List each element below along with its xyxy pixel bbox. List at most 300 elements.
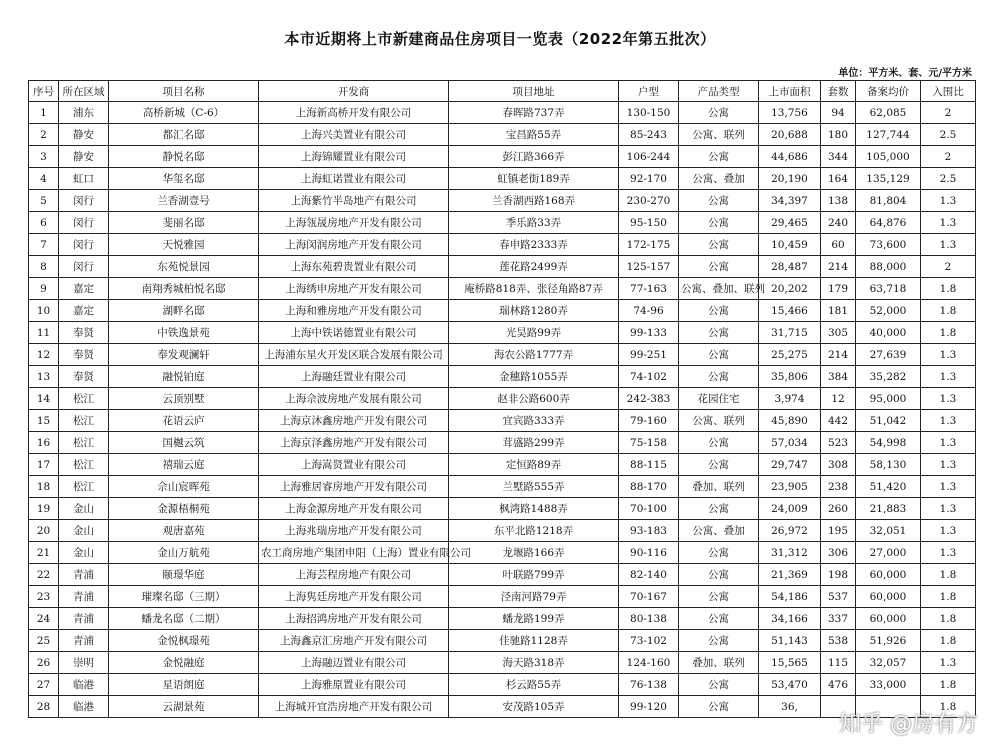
- col-index-cell: 24: [29, 608, 59, 630]
- col-index-cell: 2: [29, 124, 59, 146]
- col-district-cell: 嘉定: [59, 300, 109, 322]
- col-developer-cell: 上海新高桥开发有限公司: [259, 102, 449, 124]
- col-index-cell: 20: [29, 520, 59, 542]
- col-project-name-cell: 中铁逸景苑: [109, 322, 259, 344]
- col-unit-size-cell: 88-115: [619, 454, 679, 476]
- col-developer-cell: 上海锦耀置业有限公司: [259, 146, 449, 168]
- col-project-name-cell: 金源梧桐苑: [109, 498, 259, 520]
- col-area-header: 上市面积: [759, 81, 821, 102]
- col-district-cell: 金山: [59, 520, 109, 542]
- col-ratio-cell: 1.3: [921, 410, 976, 432]
- col-area-cell: 20,688: [759, 124, 821, 146]
- table-row: [29, 300, 976, 322]
- col-avg-price-cell: 58,130: [856, 454, 921, 476]
- col-unit-size-cell: 242-383: [619, 388, 679, 410]
- col-developer-cell: 上海兴美置业有限公司: [259, 124, 449, 146]
- col-ratio-cell: 2: [921, 102, 976, 124]
- col-address-cell: 光昊路99弄: [449, 322, 619, 344]
- col-index-cell: 21: [29, 542, 59, 564]
- col-project-name-cell: 金悦枫璟苑: [109, 630, 259, 652]
- col-avg-price-cell: 21,883: [856, 498, 921, 520]
- col-area-cell: 35,806: [759, 366, 821, 388]
- col-developer-cell: 上海京沐鑫房地产开发有限公司: [259, 410, 449, 432]
- col-area-cell: 36,: [759, 696, 821, 718]
- col-project-name-cell: 高桥新城（C-6）: [109, 102, 259, 124]
- col-units-cell: 308: [821, 454, 856, 476]
- col-index-cell: 14: [29, 388, 59, 410]
- col-avg-price-cell: 135,129: [856, 168, 921, 190]
- col-product-type-cell: 公寓: [679, 454, 759, 476]
- col-address-cell: 叶联路799弄: [449, 564, 619, 586]
- col-index-cell: 13: [29, 366, 59, 388]
- col-index-cell: 26: [29, 652, 59, 674]
- col-avg-price-cell: 60,000: [856, 586, 921, 608]
- col-index-cell: 27: [29, 674, 59, 696]
- col-ratio-cell: 1.8: [921, 322, 976, 344]
- col-units-cell: 538: [821, 630, 856, 652]
- col-ratio-cell: 1.8: [921, 696, 976, 718]
- col-units-cell: 179: [821, 278, 856, 300]
- col-area-cell: 3,974: [759, 388, 821, 410]
- col-address-cell: 兰香湖西路168弄: [449, 190, 619, 212]
- col-product-type-cell: 公寓: [679, 432, 759, 454]
- col-avg-price-cell: 27,000: [856, 542, 921, 564]
- col-avg-price-cell: 81,804: [856, 190, 921, 212]
- unit-note: 单位：平方米、套、元/平方米: [838, 68, 972, 79]
- table-header-row: [29, 81, 976, 102]
- col-units-cell: 164: [821, 168, 856, 190]
- table-row: [29, 630, 976, 652]
- col-units-cell: 384: [821, 366, 856, 388]
- col-address-cell: 宝昌路55弄: [449, 124, 619, 146]
- col-address-cell: 东平北路1218弄: [449, 520, 619, 542]
- col-avg-price-cell: 51,042: [856, 410, 921, 432]
- col-address-cell: 海农公路1777弄: [449, 344, 619, 366]
- table-row: [29, 256, 976, 278]
- col-project-name-cell: 禧瑞云庭: [109, 454, 259, 476]
- col-developer-cell: 上海融迈置业有限公司: [259, 652, 449, 674]
- col-district-cell: 青浦: [59, 608, 109, 630]
- col-index-cell: 4: [29, 168, 59, 190]
- watermark: 知乎 @房有方: [839, 712, 978, 737]
- col-unit-size-cell: 77-163: [619, 278, 679, 300]
- col-district-cell: 闵行: [59, 212, 109, 234]
- col-project-name-cell: 佘山宸晖苑: [109, 476, 259, 498]
- col-developer-cell: 上海融廷置业有限公司: [259, 366, 449, 388]
- col-units-cell: 476: [821, 674, 856, 696]
- col-unit-size-header: 户型: [619, 81, 679, 102]
- col-unit-size-cell: 130-150: [619, 102, 679, 124]
- col-area-cell: 31,312: [759, 542, 821, 564]
- col-district-cell: 奉贤: [59, 322, 109, 344]
- col-address-cell: 安茂路105弄: [449, 696, 619, 718]
- col-project-name-cell: 花语云庐: [109, 410, 259, 432]
- col-district-cell: 松江: [59, 476, 109, 498]
- col-developer-header: 开发商: [259, 81, 449, 102]
- col-unit-size-cell: 79-160: [619, 410, 679, 432]
- col-ratio-cell: 1.3: [921, 234, 976, 256]
- col-avg-price-cell: 63,718: [856, 278, 921, 300]
- col-avg-price-cell: 51,926: [856, 630, 921, 652]
- col-area-cell: 13,756: [759, 102, 821, 124]
- col-units-cell: 214: [821, 344, 856, 366]
- table-row: [29, 454, 976, 476]
- col-developer-cell: 上海招鸿房地产开发有限公司: [259, 608, 449, 630]
- col-area-cell: 15,565: [759, 652, 821, 674]
- col-area-cell: 44,686: [759, 146, 821, 168]
- col-unit-size-cell: 95-150: [619, 212, 679, 234]
- col-area-cell: 51,143: [759, 630, 821, 652]
- col-project-name-cell: 华玺名邸: [109, 168, 259, 190]
- col-index-cell: 18: [29, 476, 59, 498]
- col-ratio-cell: 2.5: [921, 124, 976, 146]
- col-address-cell: 莲花路2499弄: [449, 256, 619, 278]
- col-units-cell: 537: [821, 586, 856, 608]
- col-area-cell: 23,905: [759, 476, 821, 498]
- col-avg-price-cell: 32,057: [856, 652, 921, 674]
- col-index-cell: 10: [29, 300, 59, 322]
- col-avg-price-cell: 60,000: [856, 564, 921, 586]
- col-project-name-cell: 都汇名邸: [109, 124, 259, 146]
- table-row: [29, 410, 976, 432]
- col-district-cell: 静安: [59, 146, 109, 168]
- col-avg-price-cell: 52,000: [856, 300, 921, 322]
- col-developer-cell: 上海嵩贤置业有限公司: [259, 454, 449, 476]
- col-district-cell: 闵行: [59, 234, 109, 256]
- col-developer-cell: 上海和雅房地产开发有限公司: [259, 300, 449, 322]
- col-developer-cell: 上海中铁诺德置业有限公司: [259, 322, 449, 344]
- col-product-type-cell: 公寓: [679, 542, 759, 564]
- col-developer-cell: 上海东苑碧贵置业有限公司: [259, 256, 449, 278]
- col-developer-cell: 农工商房地产集团申阳（上海）置业有限公司: [259, 542, 449, 564]
- col-unit-size-cell: 125-157: [619, 256, 679, 278]
- col-product-type-cell: 公寓、联列: [679, 124, 759, 146]
- col-product-type-cell: 叠加、联列: [679, 652, 759, 674]
- col-units-cell: 180: [821, 124, 856, 146]
- col-avg-price-cell: 88,000: [856, 256, 921, 278]
- col-avg-price-cell: 27,639: [856, 344, 921, 366]
- col-unit-size-cell: 106-244: [619, 146, 679, 168]
- col-district-cell: 金山: [59, 498, 109, 520]
- col-index-cell: 3: [29, 146, 59, 168]
- col-project-name-cell: 国樾云筑: [109, 432, 259, 454]
- table-row: [29, 696, 976, 718]
- col-unit-size-cell: 90-116: [619, 542, 679, 564]
- col-district-cell: 嘉定: [59, 278, 109, 300]
- col-product-type-cell: 公寓、联列: [679, 410, 759, 432]
- table-row: [29, 476, 976, 498]
- table-row: [29, 344, 976, 366]
- col-district-cell: 松江: [59, 454, 109, 476]
- col-unit-size-cell: 99-251: [619, 344, 679, 366]
- col-index-cell: 11: [29, 322, 59, 344]
- col-unit-size-cell: 88-170: [619, 476, 679, 498]
- col-address-cell: 宜宾路333弄: [449, 410, 619, 432]
- col-address-cell: 泾南河路79弄: [449, 586, 619, 608]
- col-ratio-cell: 1.3: [921, 476, 976, 498]
- col-avg-price-cell: 73,600: [856, 234, 921, 256]
- col-ratio-cell: 2.5: [921, 168, 976, 190]
- table-row: [29, 652, 976, 674]
- page-title: 本市近期将上市新建商品住房项目一览表（2022年第五批次）: [284, 30, 716, 48]
- col-district-cell: 青浦: [59, 586, 109, 608]
- col-developer-cell: 上海金源房地产开发有限公司: [259, 498, 449, 520]
- col-developer-cell: 上海瓴晟房地产开发有限公司: [259, 212, 449, 234]
- table-row: [29, 388, 976, 410]
- col-units-cell: 12: [821, 388, 856, 410]
- col-product-type-cell: 公寓: [679, 256, 759, 278]
- col-district-cell: 静安: [59, 124, 109, 146]
- col-product-type-cell: 公寓: [679, 322, 759, 344]
- table-row: [29, 564, 976, 586]
- col-project-name-cell: 奉发观澜轩: [109, 344, 259, 366]
- col-address-cell: 杉云路55弄: [449, 674, 619, 696]
- col-ratio-cell: 1.8: [921, 300, 976, 322]
- col-avg-price-cell: 105,000: [856, 146, 921, 168]
- col-product-type-cell: 公寓: [679, 608, 759, 630]
- col-product-type-header: 产品类型: [679, 81, 759, 102]
- col-unit-size-cell: 124-160: [619, 652, 679, 674]
- col-index-cell: 16: [29, 432, 59, 454]
- col-area-cell: 26,972: [759, 520, 821, 542]
- col-address-cell: 龙堰路166弄: [449, 542, 619, 564]
- col-product-type-cell: 叠加、联列: [679, 476, 759, 498]
- col-units-cell: 198: [821, 564, 856, 586]
- col-index-cell: 7: [29, 234, 59, 256]
- col-units-cell: 442: [821, 410, 856, 432]
- col-project-name-header: 项目名称: [109, 81, 259, 102]
- col-address-cell: 蟠龙路199弄: [449, 608, 619, 630]
- col-index-cell: 17: [29, 454, 59, 476]
- col-project-name-cell: 融悦铂庭: [109, 366, 259, 388]
- col-units-cell: 94: [821, 102, 856, 124]
- col-ratio-cell: 1.8: [921, 586, 976, 608]
- col-units-cell: 195: [821, 520, 856, 542]
- col-product-type-cell: 公寓: [679, 190, 759, 212]
- col-area-cell: 34,166: [759, 608, 821, 630]
- col-area-cell: 31,715: [759, 322, 821, 344]
- col-area-cell: 57,034: [759, 432, 821, 454]
- col-ratio-cell: 1.8: [921, 630, 976, 652]
- col-product-type-cell: 花园住宅: [679, 388, 759, 410]
- col-units-cell: 214: [821, 256, 856, 278]
- table-row: [29, 190, 976, 212]
- col-ratio-cell: 1.3: [921, 212, 976, 234]
- col-units-cell: 305: [821, 322, 856, 344]
- col-project-name-cell: 天悦雅园: [109, 234, 259, 256]
- table-row: [29, 674, 976, 696]
- col-district-cell: 松江: [59, 388, 109, 410]
- col-product-type-cell: 公寓: [679, 102, 759, 124]
- table-row: [29, 366, 976, 388]
- col-unit-size-cell: 92-170: [619, 168, 679, 190]
- table-row: [29, 168, 976, 190]
- col-area-cell: 15,466: [759, 300, 821, 322]
- col-avg-price-cell: 35,282: [856, 366, 921, 388]
- col-unit-size-cell: 99-133: [619, 322, 679, 344]
- col-unit-size-cell: 75-158: [619, 432, 679, 454]
- table-row: [29, 520, 976, 542]
- col-unit-size-cell: 73-102: [619, 630, 679, 652]
- table-row: [29, 608, 976, 630]
- table-row: [29, 432, 976, 454]
- col-product-type-cell: 公寓、叠加: [679, 520, 759, 542]
- col-unit-size-cell: 70-100: [619, 498, 679, 520]
- col-unit-size-cell: 74-102: [619, 366, 679, 388]
- col-project-name-cell: 云湖景苑: [109, 696, 259, 718]
- table-row: [29, 234, 976, 256]
- col-ratio-cell: 1.8: [921, 278, 976, 300]
- col-address-cell: 海天路318弄: [449, 652, 619, 674]
- table-row: [29, 102, 976, 124]
- col-unit-size-cell: 99-120: [619, 696, 679, 718]
- col-project-name-cell: 蟠龙名邸（二期）: [109, 608, 259, 630]
- col-district-cell: 临港: [59, 696, 109, 718]
- col-units-cell: 181: [821, 300, 856, 322]
- col-units-cell: 344: [821, 146, 856, 168]
- col-project-name-cell: 云顶别墅: [109, 388, 259, 410]
- col-units-cell: 337: [821, 608, 856, 630]
- col-ratio-cell: 1.3: [921, 388, 976, 410]
- col-unit-size-cell: 76-138: [619, 674, 679, 696]
- col-index-cell: 25: [29, 630, 59, 652]
- col-area-cell: 29,465: [759, 212, 821, 234]
- col-district-cell: 虹口: [59, 168, 109, 190]
- housing-projects-table: [28, 80, 976, 718]
- col-project-name-cell: 璀璨名邸（三期）: [109, 586, 259, 608]
- col-product-type-cell: 公寓: [679, 696, 759, 718]
- col-developer-cell: 上海兆瑞房地产开发有限公司: [259, 520, 449, 542]
- col-developer-cell: 上海鑫京汇房地产开发有限公司: [259, 630, 449, 652]
- col-units-cell: 60: [821, 234, 856, 256]
- col-avg-price-header: 备案均价: [856, 81, 921, 102]
- col-developer-cell: 上海京泽鑫房地产开发有限公司: [259, 432, 449, 454]
- col-index-cell: 23: [29, 586, 59, 608]
- col-avg-price-cell: 40,000: [856, 322, 921, 344]
- col-product-type-cell: 公寓: [679, 564, 759, 586]
- col-address-cell: 赵非公路600弄: [449, 388, 619, 410]
- col-unit-size-cell: 74-96: [619, 300, 679, 322]
- col-district-cell: 奉贤: [59, 344, 109, 366]
- col-district-cell: 浦东: [59, 102, 109, 124]
- col-developer-cell: 上海浦东星火开发区联合发展有限公司: [259, 344, 449, 366]
- col-ratio-cell: 2: [921, 256, 976, 278]
- col-project-name-cell: 金悦融庭: [109, 652, 259, 674]
- col-product-type-cell: 公寓: [679, 212, 759, 234]
- col-index-cell: 9: [29, 278, 59, 300]
- col-address-cell: 佳驰路1128弄: [449, 630, 619, 652]
- col-unit-size-cell: 80-138: [619, 608, 679, 630]
- col-developer-cell: 上海城开宜浩房地产开发有限公司: [259, 696, 449, 718]
- col-unit-size-cell: 93-183: [619, 520, 679, 542]
- col-district-cell: 闵行: [59, 190, 109, 212]
- col-project-name-cell: 颐璟华庭: [109, 564, 259, 586]
- col-avg-price-cell: 32,051: [856, 520, 921, 542]
- col-product-type-cell: 公寓: [679, 630, 759, 652]
- col-ratio-cell: 1.3: [921, 520, 976, 542]
- col-area-cell: 29,747: [759, 454, 821, 476]
- col-units-cell: 240: [821, 212, 856, 234]
- col-units-cell: 523: [821, 432, 856, 454]
- col-developer-cell: 上海虹诺置业有限公司: [259, 168, 449, 190]
- col-address-cell: 金穗路1055弄: [449, 366, 619, 388]
- col-project-name-cell: 观唐嘉苑: [109, 520, 259, 542]
- col-address-cell: 茸盛路299弄: [449, 432, 619, 454]
- col-ratio-cell: 1.3: [921, 432, 976, 454]
- col-area-cell: 24,009: [759, 498, 821, 520]
- col-ratio-cell: 2: [921, 146, 976, 168]
- col-unit-size-cell: 82-140: [619, 564, 679, 586]
- col-ratio-cell: 1.8: [921, 608, 976, 630]
- table-row: [29, 146, 976, 168]
- col-units-cell: 260: [821, 498, 856, 520]
- col-ratio-cell: 1.3: [921, 498, 976, 520]
- col-product-type-cell: 公寓、叠加: [679, 168, 759, 190]
- col-unit-size-cell: 172-175: [619, 234, 679, 256]
- col-address-cell: 春申路2333弄: [449, 234, 619, 256]
- col-units-cell: 306: [821, 542, 856, 564]
- col-address-cell: 定恒路89弄: [449, 454, 619, 476]
- col-avg-price-cell: 127,744: [856, 124, 921, 146]
- col-product-type-cell: 公寓: [679, 586, 759, 608]
- col-area-cell: 25,275: [759, 344, 821, 366]
- col-area-cell: 53,470: [759, 674, 821, 696]
- col-district-cell: 崇明: [59, 652, 109, 674]
- col-units-header: 套数: [821, 81, 856, 102]
- col-index-cell: 8: [29, 256, 59, 278]
- table-row: [29, 322, 976, 344]
- col-area-cell: 20,202: [759, 278, 821, 300]
- col-ratio-cell: 1.3: [921, 190, 976, 212]
- col-developer-cell: 上海雅原置业有限公司: [259, 674, 449, 696]
- col-district-cell: 奉贤: [59, 366, 109, 388]
- col-district-cell: 松江: [59, 410, 109, 432]
- col-developer-cell: 上海佘波房地产发展有限公司: [259, 388, 449, 410]
- col-unit-size-cell: 85-243: [619, 124, 679, 146]
- col-product-type-cell: 公寓: [679, 234, 759, 256]
- col-address-cell: 春晖路737弄: [449, 102, 619, 124]
- col-avg-price-cell: 33,000: [856, 674, 921, 696]
- col-product-type-cell: 公寓: [679, 146, 759, 168]
- col-product-type-cell: 公寓、叠加、联列: [679, 278, 759, 300]
- col-product-type-cell: 公寓: [679, 344, 759, 366]
- col-index-cell: 6: [29, 212, 59, 234]
- col-district-cell: 闵行: [59, 256, 109, 278]
- table-row: [29, 542, 976, 564]
- col-index-cell: 15: [29, 410, 59, 432]
- col-project-name-cell: 斐丽名邸: [109, 212, 259, 234]
- col-project-name-cell: 兰香湖壹号: [109, 190, 259, 212]
- col-address-header: 项目地址: [449, 81, 619, 102]
- col-ratio-cell: 1.3: [921, 344, 976, 366]
- col-avg-price-cell: 51,420: [856, 476, 921, 498]
- col-address-cell: 瑞林路1280弄: [449, 300, 619, 322]
- table-row: [29, 278, 976, 300]
- col-area-cell: 28,487: [759, 256, 821, 278]
- table-row: [29, 586, 976, 608]
- col-project-name-cell: 静悦名邸: [109, 146, 259, 168]
- col-address-cell: 枫湾路1488弄: [449, 498, 619, 520]
- col-developer-cell: 上海雅居睿房地产开发有限公司: [259, 476, 449, 498]
- col-avg-price-cell: 95,000: [856, 388, 921, 410]
- col-avg-price-cell: 54,998: [856, 432, 921, 454]
- col-project-name-cell: 东苑悦景园: [109, 256, 259, 278]
- col-area-cell: 45,890: [759, 410, 821, 432]
- col-ratio-cell: 1.8: [921, 674, 976, 696]
- col-ratio-cell: 1.3: [921, 542, 976, 564]
- col-unit-size-cell: 230-270: [619, 190, 679, 212]
- col-avg-price-cell: 64,876: [856, 212, 921, 234]
